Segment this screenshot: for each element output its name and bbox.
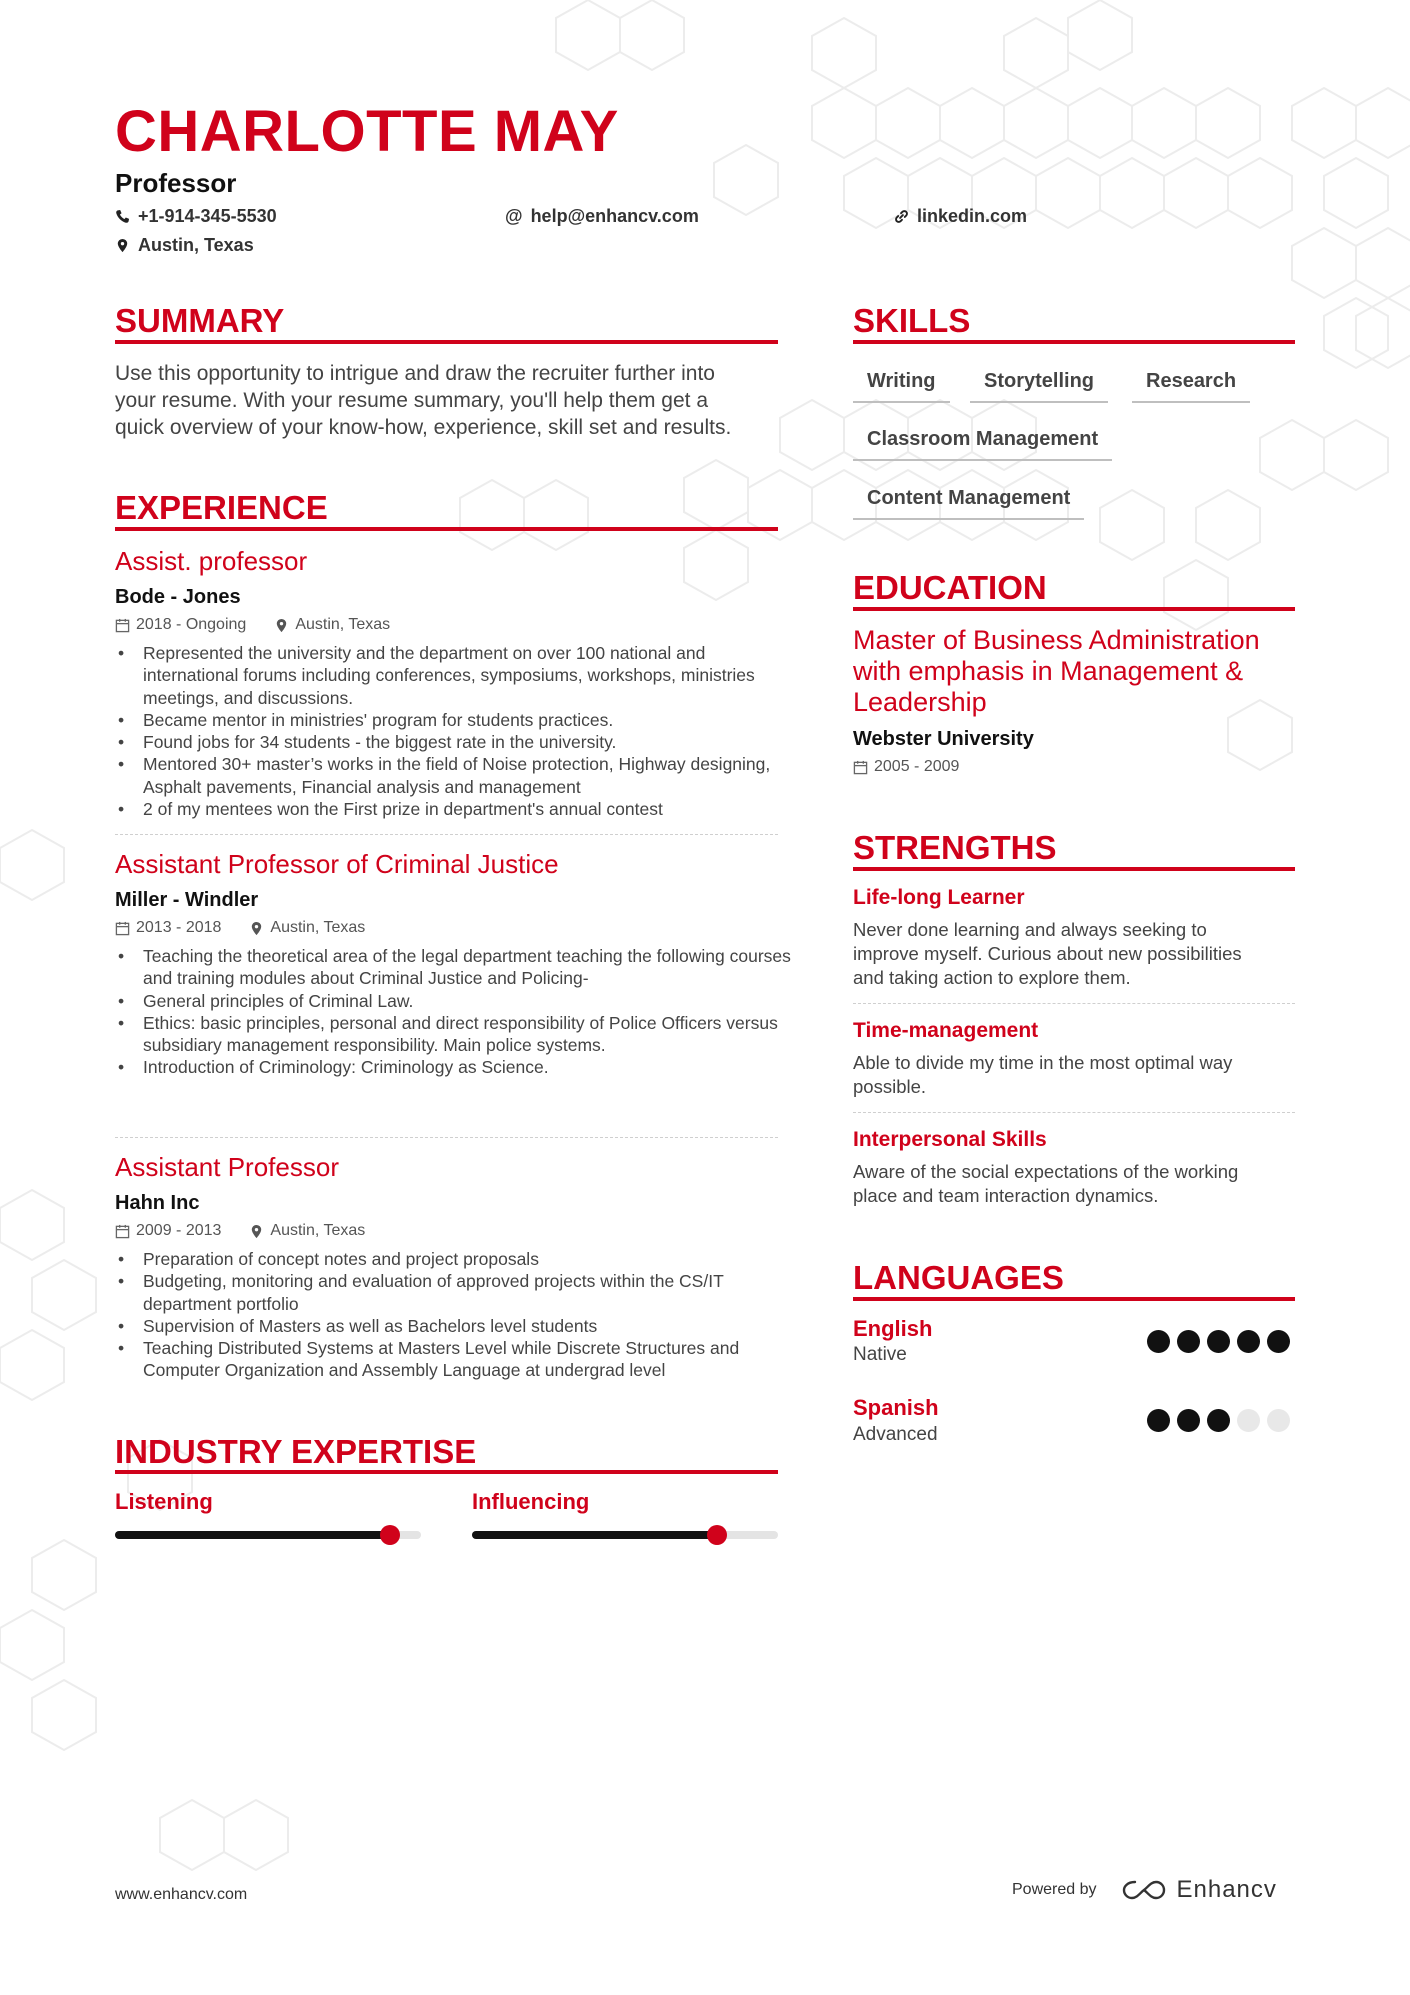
rating-dot-filled xyxy=(1147,1409,1170,1432)
contact-location xyxy=(115,235,254,256)
job-location: Austin, Texas xyxy=(270,1222,366,1239)
contact-phone[interactable] xyxy=(115,206,277,227)
strength-description xyxy=(853,1051,1303,1099)
job-company: Bode - Jones xyxy=(115,586,241,608)
strength-line: and taking action to explore them. xyxy=(853,967,1131,988)
contact-linkedin[interactable] xyxy=(894,206,1027,227)
job-meta xyxy=(115,1222,365,1240)
contact-email[interactable] xyxy=(505,206,699,227)
brand-name: Enhancv xyxy=(1176,1876,1277,1903)
summary-line: Use this opportunity to intrigue and draw the recruiter further into xyxy=(115,362,715,385)
strength-title: Interpersonal Skills xyxy=(853,1128,1047,1151)
rating-dot-filled xyxy=(1177,1330,1200,1353)
education-school: Webster University xyxy=(853,728,1034,750)
experience-heading: EXPERIENCE xyxy=(115,489,328,526)
rating-dot-filled xyxy=(1207,1330,1230,1353)
location-pin-icon xyxy=(249,1224,264,1239)
job-bullets xyxy=(115,1248,793,1382)
location-text: Austin, Texas xyxy=(138,235,254,255)
rating-dot-empty xyxy=(1267,1409,1290,1432)
industry-expertise-divider xyxy=(115,1470,778,1474)
strength-line: possible. xyxy=(853,1076,927,1097)
enhancv-logo-icon xyxy=(1121,1877,1167,1903)
rating-dot-filled xyxy=(1267,1330,1290,1353)
job-meta xyxy=(115,919,365,937)
job-dates: 2013 - 2018 xyxy=(136,919,222,936)
strength-separator xyxy=(853,1112,1295,1113)
experience-divider xyxy=(115,527,778,531)
strength-line: Never done learning and always seeking to xyxy=(853,919,1207,940)
bullet-item: • Mentored 30+ master’s works in the field of Noise protection, Highway designing, Asphalt pavements, Financial analysis and management xyxy=(143,753,793,798)
strength-description xyxy=(853,918,1303,990)
job-location: Austin, Texas xyxy=(295,616,391,633)
language-rating xyxy=(1147,1409,1290,1432)
job-dates: 2009 - 2013 xyxy=(136,1222,222,1239)
job-bullets xyxy=(115,945,793,1079)
languages-heading: LANGUAGES xyxy=(853,1259,1064,1296)
job-separator xyxy=(115,834,778,835)
rating-dot-empty xyxy=(1237,1409,1260,1432)
summary-heading: SUMMARY xyxy=(115,302,285,339)
bullet-item: • General principles of Criminal Law. xyxy=(143,990,793,1012)
email-text: help@enhancv.com xyxy=(530,206,699,226)
expertise-bar xyxy=(115,1531,421,1539)
education-dates: 2005 - 2009 xyxy=(874,758,960,775)
strength-line: improve myself. Curious about new possibilities xyxy=(853,943,1242,964)
degree-line: Leadership xyxy=(853,687,987,717)
rating-dot-filled xyxy=(1207,1409,1230,1432)
phone-icon xyxy=(115,209,130,224)
powered-by-text: Powered by xyxy=(1012,1881,1097,1898)
candidate-role: Professor xyxy=(115,168,237,198)
language-level: Native xyxy=(853,1344,907,1365)
strengths-heading: STRENGTHS xyxy=(853,829,1057,866)
rating-dot-filled xyxy=(1177,1409,1200,1432)
bullet-item: • Found jobs for 34 students - the biggest rate in the university. xyxy=(143,731,793,753)
rating-dot-filled xyxy=(1237,1330,1260,1353)
skill-tag: Writing xyxy=(853,370,950,403)
language-rating xyxy=(1147,1330,1290,1353)
bullet-item: • Teaching the theoretical area of the legal department teaching the following courses and training modules about Criminal Justice and Policing- xyxy=(143,945,793,990)
location-pin-icon xyxy=(115,238,130,253)
education-heading: EDUCATION xyxy=(853,569,1047,606)
job-bullets xyxy=(115,642,793,820)
education-divider xyxy=(853,607,1295,611)
expertise-bar-knob xyxy=(707,1525,727,1545)
at-icon: @ xyxy=(505,206,523,226)
bullet-item: • Ethics: basic principles, personal and direct responsibility of Police Officers versus subsidiary management responsibility. Main police systems. xyxy=(143,1012,793,1057)
skill-tag: Research xyxy=(1132,370,1250,403)
job-company: Hahn Inc xyxy=(115,1192,200,1214)
rating-dot-filled xyxy=(1147,1330,1170,1353)
strength-line: place and team interaction dynamics. xyxy=(853,1185,1159,1206)
job-separator xyxy=(115,1137,778,1138)
calendar-icon xyxy=(115,1224,130,1239)
education-meta xyxy=(853,758,959,776)
bullet-item: • 2 of my mentees won the First prize in department's annual contest xyxy=(143,798,793,820)
bullet-item: • Represented the university and the department on over 100 national and international forums including conferences, symposiums, workshops, ministries meetings, and discussions. xyxy=(143,642,793,709)
expertise-bar xyxy=(472,1531,778,1539)
expertise-label: Influencing xyxy=(472,1489,590,1514)
expertise-label: Listening xyxy=(115,1489,213,1514)
job-dates: 2018 - Ongoing xyxy=(136,616,247,633)
link-icon xyxy=(894,209,909,224)
strengths-divider xyxy=(853,867,1295,871)
bullet-item: • Introduction of Criminology: Criminology as Science. xyxy=(143,1056,793,1078)
skill-tag: Classroom Management xyxy=(853,428,1112,461)
skill-tag: Storytelling xyxy=(970,370,1108,403)
skills-heading: SKILLS xyxy=(853,302,971,339)
summary-line: quick overview of your know-how, experience, skill set and results. xyxy=(115,416,732,439)
summary-text xyxy=(115,360,731,441)
linkedin-text: linkedin.com xyxy=(917,206,1028,226)
bullet-item: • Preparation of concept notes and project proposals xyxy=(143,1248,793,1270)
strength-separator xyxy=(853,1003,1295,1004)
degree-line: Master of Business Administration xyxy=(853,625,1260,655)
bullet-item: • Teaching Distributed Systems at Masters Level while Discrete Structures and Computer Organization and Assembly Language at undergrad level xyxy=(143,1337,793,1382)
strength-description xyxy=(853,1160,1303,1208)
brand-logo xyxy=(1121,1876,1277,1904)
phone-text: +1-914-345-5530 xyxy=(138,206,277,226)
calendar-icon xyxy=(115,618,130,633)
education-degree xyxy=(853,625,1293,718)
expertise-bar-fill xyxy=(115,1531,390,1539)
languages-divider xyxy=(853,1297,1295,1301)
skills-divider xyxy=(853,340,1295,344)
summary-divider xyxy=(115,340,778,344)
footer-brand[interactable] xyxy=(1012,1876,1277,1904)
summary-line: your resume. With your resume summary, you'll help them get a xyxy=(115,389,709,412)
location-pin-icon xyxy=(249,921,264,936)
language-level: Advanced xyxy=(853,1424,938,1445)
strength-title: Life-long Learner xyxy=(853,886,1025,909)
job-location: Austin, Texas xyxy=(270,919,366,936)
strength-line: Able to divide my time in the most optimal way xyxy=(853,1052,1233,1073)
job-title: Assistant Professor xyxy=(115,1152,339,1182)
language-name: English xyxy=(853,1316,933,1341)
job-title: Assistant Professor of Criminal Justice xyxy=(115,849,559,879)
strength-line: Aware of the social expectations of the working xyxy=(853,1161,1239,1182)
expertise-bar-fill xyxy=(472,1531,717,1539)
job-meta xyxy=(115,616,390,634)
job-company: Miller - Windler xyxy=(115,889,259,911)
location-pin-icon xyxy=(274,618,289,633)
industry-expertise-heading: INDUSTRY EXPERTISE xyxy=(115,1433,477,1470)
footer-website[interactable]: www.enhancv.com xyxy=(115,1886,248,1903)
job-title: Assist. professor xyxy=(115,546,308,576)
bullet-item: • Budgeting, monitoring and evaluation of approved projects within the CS/IT department portfolio xyxy=(143,1270,793,1315)
expertise-bar-knob xyxy=(380,1525,400,1545)
language-name: Spanish xyxy=(853,1395,939,1420)
calendar-icon xyxy=(853,760,868,775)
degree-line: with emphasis in Management & xyxy=(853,656,1244,686)
calendar-icon xyxy=(115,921,130,936)
strength-title: Time-management xyxy=(853,1019,1039,1042)
bullet-item: • Supervision of Masters as well as Bachelors level students xyxy=(143,1315,793,1337)
candidate-name: CHARLOTTE MAY xyxy=(115,99,619,164)
bullet-item: • Became mentor in ministries' program for students practices. xyxy=(143,709,793,731)
skill-tag: Content Management xyxy=(853,487,1084,520)
